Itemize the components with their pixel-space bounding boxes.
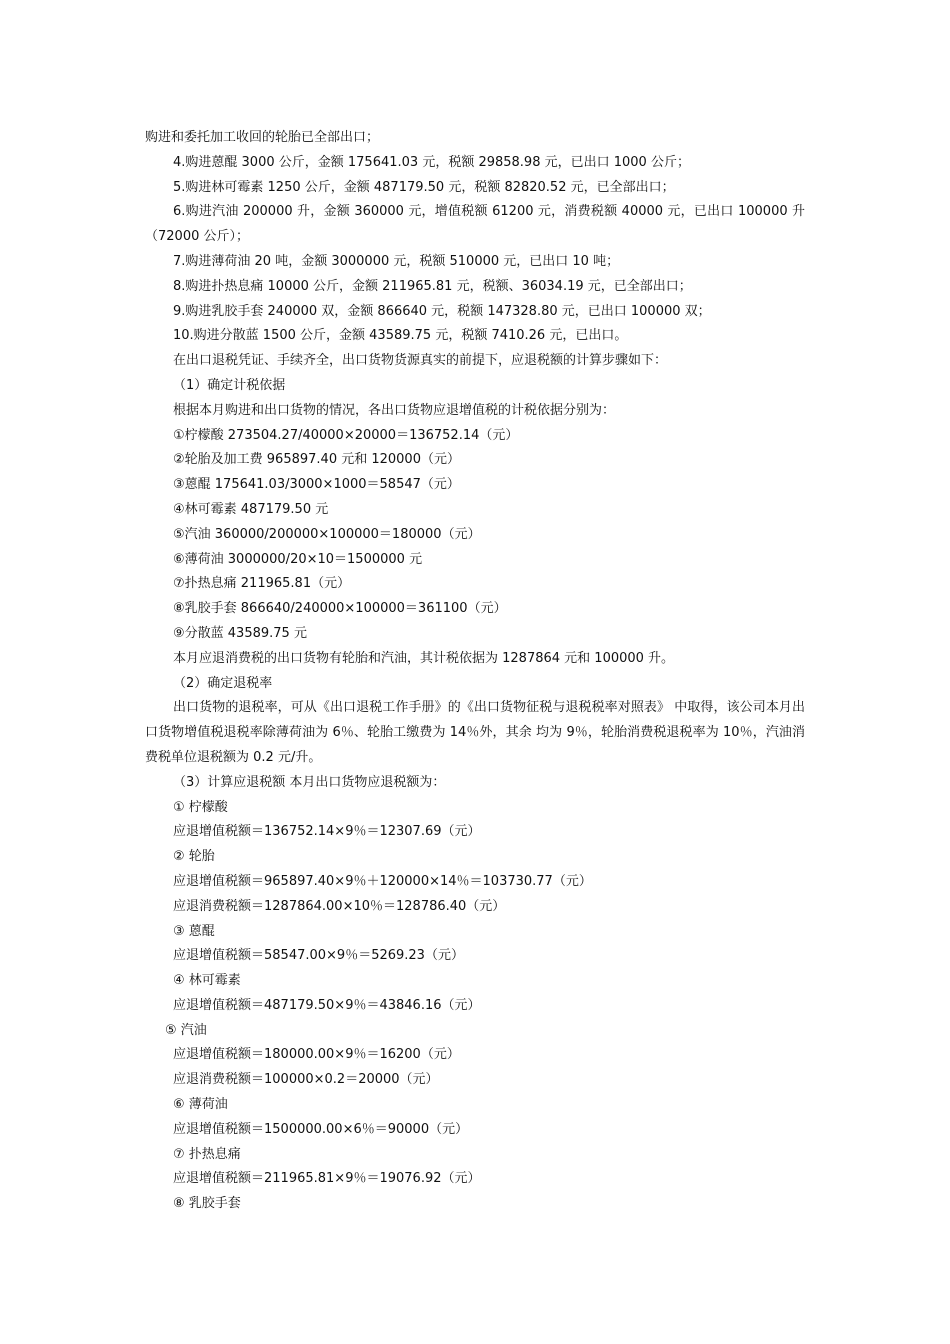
paragraph: ⑤ 汽油	[165, 1022, 207, 1038]
paragraph: ① 柠檬酸	[173, 799, 228, 815]
paragraph: 7.购进薄荷油 20 吨，金额 3000000 元，税额 510000 元，已出口 10 吨；	[173, 253, 620, 269]
paragraph: ⑤汽油 360000/200000×100000＝180000（元）	[173, 526, 481, 542]
paragraph: （3）计算应退税额 本月出口货物应退税额为：	[173, 774, 446, 790]
paragraph: 5.购进林可霉素 1250 公斤，金额 487179.50 元，税额 82820.52 元，已全部出口；	[173, 179, 675, 195]
paragraph: ② 轮胎	[173, 849, 215, 865]
paragraph: 购进和委托加工收回的轮胎已全部出口；	[145, 130, 380, 145]
paragraph: ⑦ 扑热息痛	[173, 1146, 241, 1162]
paragraph: 应退增值税额＝180000.00×9％＝16200（元）	[173, 1047, 460, 1063]
paragraph: 应退增值税额＝1500000.00×6％＝90000（元）	[173, 1121, 469, 1137]
paragraph: （1）确定计税依据	[173, 377, 286, 393]
paragraph: ⑧ 乳胶手套	[173, 1196, 241, 1212]
paragraph: 10.购进分散蓝 1500 公斤，金额 43589.75 元，税额 7410.26 元，已出口。	[173, 328, 628, 344]
paragraph: 9.购进乳胶手套 240000 双，金额 866640 元，税额 147328.80 元，已出口 100000 双；	[173, 303, 711, 319]
paragraph: ④林可霉素 487179.50 元	[173, 501, 329, 517]
document-body	[145, 126, 805, 1217]
paragraph: ⑥ 薄荷油	[173, 1097, 228, 1113]
paragraph: ②轮胎及加工费 965897.40 元和 120000（元）	[173, 452, 460, 468]
paragraph: 应退增值税额＝211965.81×9％＝19076.92（元）	[173, 1171, 481, 1187]
paragraph: 8.购进扑热息痛 10000 公斤，金额 211965.81 元，税额、36034.19 元，已全部出口；	[173, 278, 692, 294]
paragraph: 在出口退税凭证、手续齐全，出口货物货源真实的前提下，应退税额的计算步骤如下：	[173, 353, 668, 369]
paragraph: 应退消费税额＝1287864.00×10％＝128786.40（元）	[173, 898, 506, 914]
paragraph: 4.购进蒽醌 3000 公斤，金额 175641.03 元，税额 29858.98 元，已出口 1000 公斤；	[173, 154, 690, 170]
paragraph: ⑧乳胶手套 866640/240000×100000＝361100（元）	[173, 601, 507, 617]
paragraph: 应退增值税额＝58547.00×9％＝5269.23（元）	[173, 948, 464, 964]
paragraph: 本月应退消费税的出口货物有轮胎和汽油，其计税依据为 1287864 元和 100000 升。	[173, 650, 675, 666]
paragraph: ⑥薄荷油 3000000/20×10＝1500000 元	[173, 551, 423, 567]
paragraph: ⑨分散蓝 43589.75 元	[173, 625, 307, 641]
paragraph: （2）确定退税率	[173, 675, 273, 691]
paragraph: ③蒽醌 175641.03/3000×1000＝58547（元）	[173, 477, 460, 493]
paragraph: 应退消费税额＝100000×0.2＝20000（元）	[173, 1072, 439, 1088]
paragraph: ③ 蒽醌	[173, 923, 215, 939]
paragraph: 应退增值税额＝487179.50×9％＝43846.16（元）	[173, 997, 481, 1013]
paragraph: 6.购进汽油 200000 升，金额 360000 元，增值税额 61200 元，消费税额 40000 元，已出口 100000 升（72000 公斤）；	[145, 204, 805, 245]
paragraph: ①柠檬酸 273504.27/40000×20000＝136752.14（元）	[173, 427, 519, 443]
paragraph: ④ 林可霉素	[173, 973, 241, 989]
paragraph: 出口货物的退税率，可从《出口退税工作手册》的《出口货物征税与退税税率对照表》 中取得，该公司本月出口货物增值税退税率除薄荷油为 6％、轮胎工缴费为 14％外，其余 均为 9％，轮胎消费税退税率为 10％，汽油消费税单位退税额为 0.2 元/升。	[145, 700, 805, 765]
paragraph: ⑦扑热息痛 211965.81（元）	[173, 576, 351, 592]
paragraph: 应退增值税额＝136752.14×9％＝12307.69（元）	[173, 824, 481, 840]
paragraph: 应退增值税额＝965897.40×9％＋120000×14％＝103730.77（元）	[173, 873, 592, 889]
paragraph: 根据本月购进和出口货物的情况，各出口货物应退增值税的计税依据分别为：	[173, 402, 616, 418]
